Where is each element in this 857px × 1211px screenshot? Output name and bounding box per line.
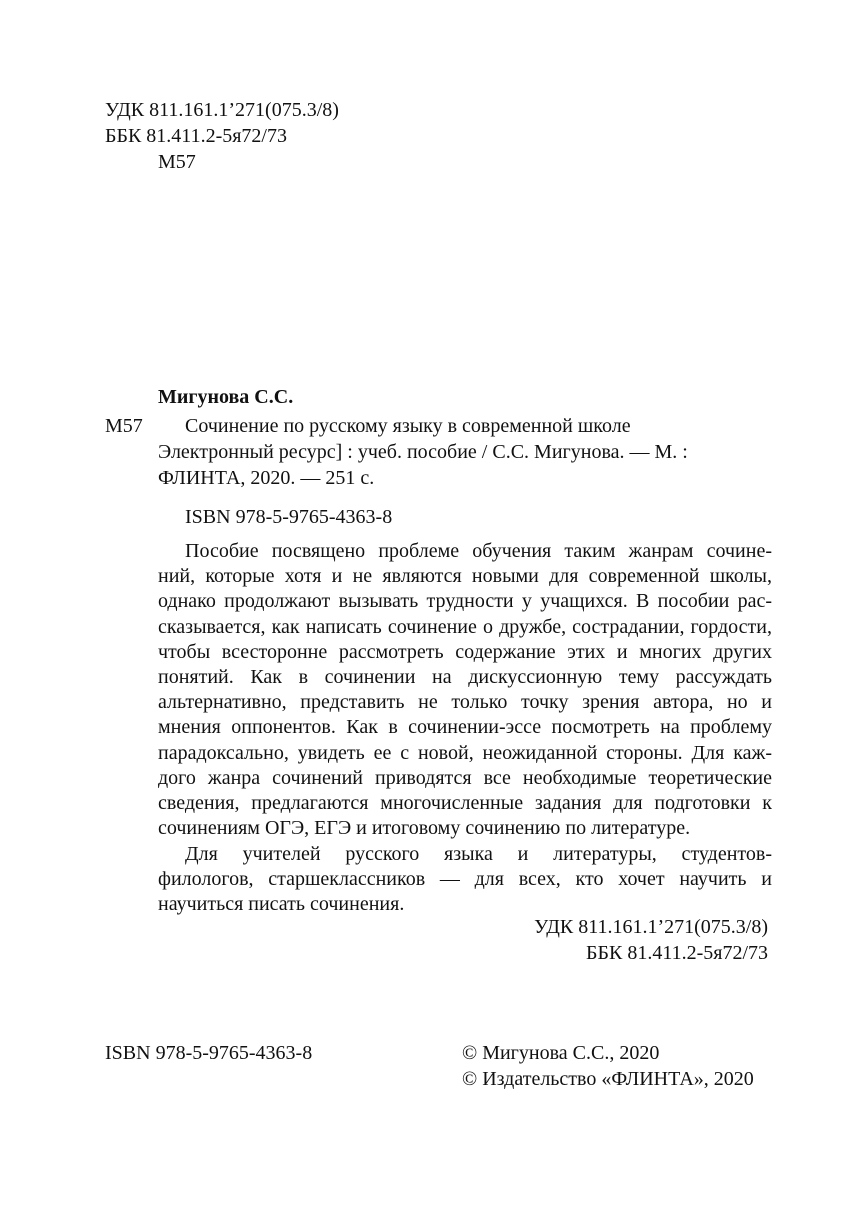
audience-line: научиться писать сочинения.: [158, 893, 405, 916]
author-heading: Мигунова С.С.: [158, 386, 294, 408]
annotation-paragraph: [158, 539, 772, 841]
annotation-line: сказывается, как написать сочинение о дружбе, сострадании, гордости,: [158, 615, 772, 638]
annotation-line: сочинениям ОГЭ, ЕГЭ и итоговому сочинению по литературе.: [158, 817, 691, 840]
audience-line: филологов, старшеклассников — для всех, кто хочет научить и: [158, 868, 772, 891]
bibliographic-title-line: ФЛИНТА, 2020. — 251 с.: [158, 467, 375, 489]
annotation-line: однако продолжают вызывать трудности у учащихся. В пособии рас-: [158, 590, 772, 613]
udk-code-bottom: УДК 811.161.1’271(075.3/8): [534, 916, 768, 938]
annotation-line: Пособие посвящено проблеме обучения таким жанрам сочине-: [185, 540, 772, 562]
bbk-code-top: ББК 81.411.2-5я72/73: [105, 125, 287, 147]
isbn-footer: ISBN 978-5-9765-4363-8: [105, 1042, 313, 1064]
annotation-line: чтобы всесторонне рассмотреть содержание этих и многих других: [158, 640, 772, 663]
annotation-line: ний, которые хотя и не являются новыми для современной школы,: [158, 565, 772, 588]
copyright-author: © Мигунова С.С., 2020: [462, 1042, 660, 1064]
author-mark-top: М57: [158, 151, 196, 173]
annotation-line: мнения оппонентов. Как в сочинении-эссе посмотреть на проблему: [158, 716, 772, 739]
bibliographic-title-line: Электронный ресурс] : учеб. пособие / С.С. Мигунова. — М. :: [158, 441, 688, 463]
catalog-author-mark: М57: [105, 415, 143, 437]
audience-paragraph: [158, 842, 772, 918]
annotation-line: дого жанра сочинений приводятся все необходимые теоретические: [158, 766, 772, 789]
audience-line: Для учителей русского языка и литературы, студентов-: [185, 843, 772, 865]
bbk-code-bottom: ББК 81.411.2-5я72/73: [586, 942, 768, 964]
isbn-catalog: ISBN 978-5-9765-4363-8: [185, 506, 393, 528]
annotation-line: понятий. Как в сочинении на дискуссионную тему рассуждать: [158, 665, 772, 688]
annotation-line: парадоксально, увидеть ее с новой, неожиданной стороны. Для каж-: [158, 741, 772, 764]
copyright-publisher: © Издательство «ФЛИНТА», 2020: [462, 1068, 754, 1090]
annotation-line: альтернативно, представить не только точку зрения автора, но и: [158, 691, 772, 714]
annotation-line: сведения, предлагаются многочисленные задания для подготовки к: [158, 791, 772, 814]
udk-code-top: УДК 811.161.1’271(075.3/8): [105, 99, 339, 121]
bibliographic-title-line: Сочинение по русскому языку в современной школе: [185, 415, 631, 437]
